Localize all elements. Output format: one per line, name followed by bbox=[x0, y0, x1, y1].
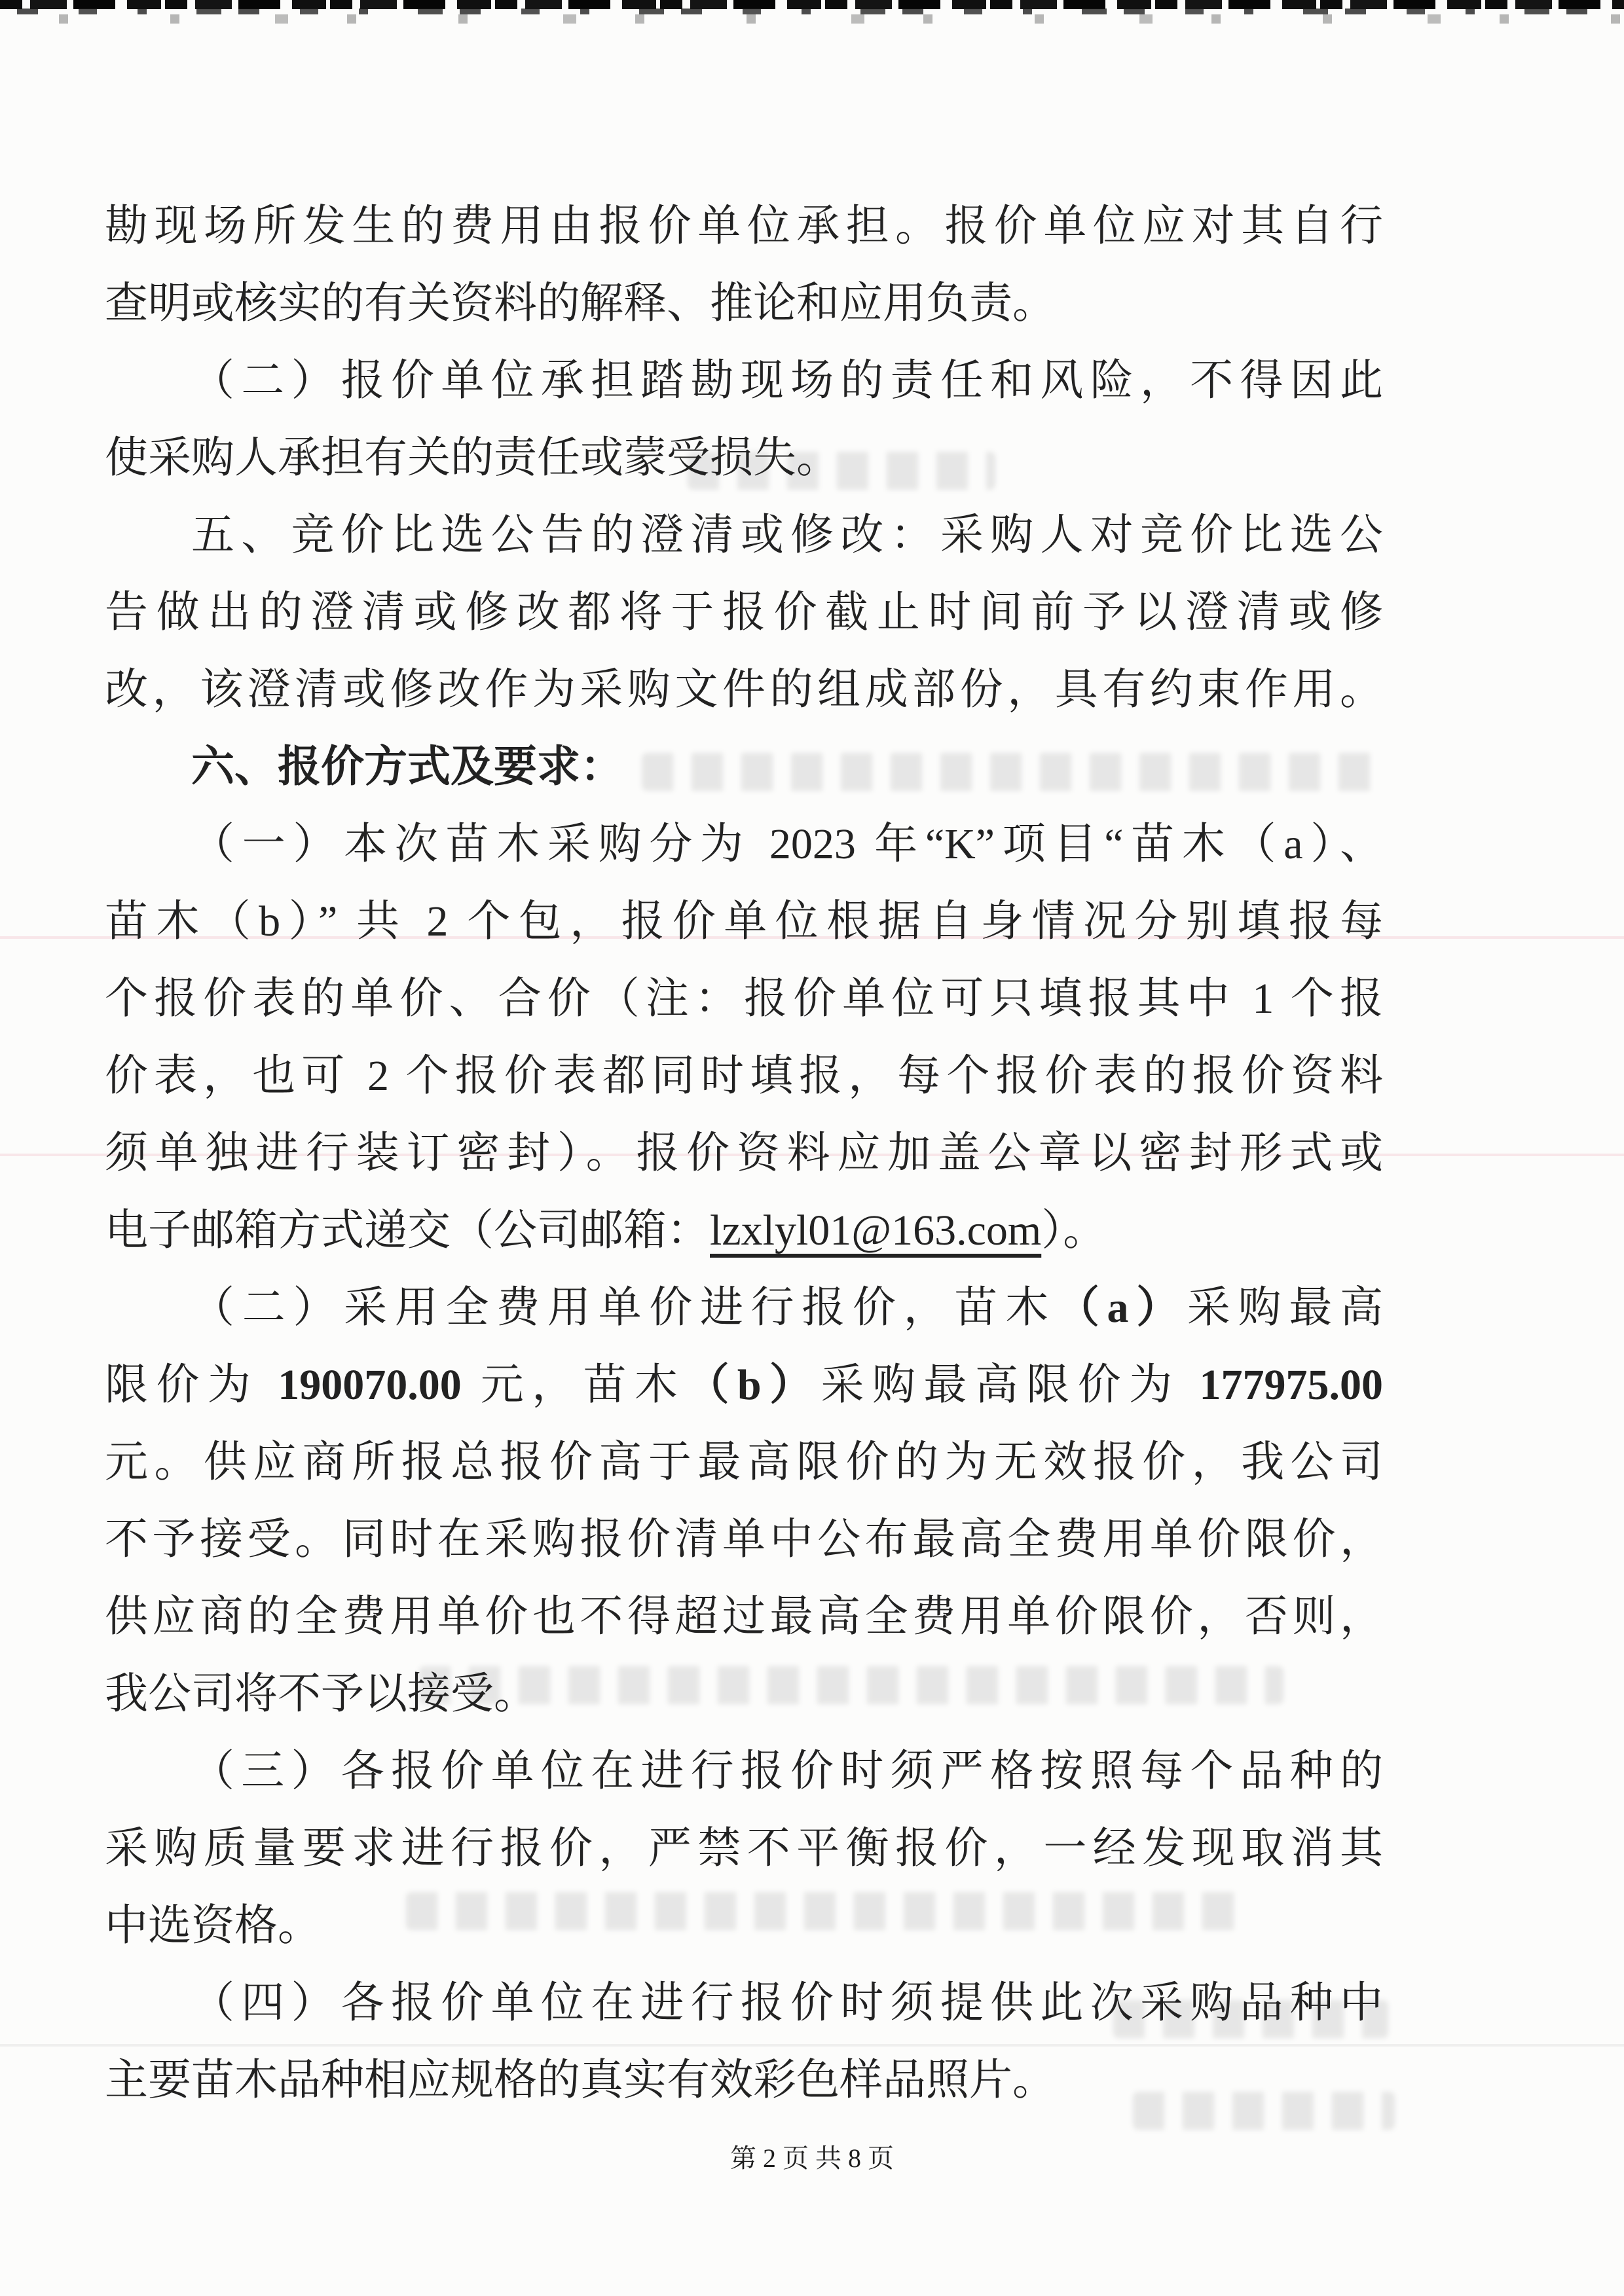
scan-artifact-top-edge-2 bbox=[0, 9, 1624, 14]
max-price-b: 177975.00 bbox=[1199, 1361, 1384, 1409]
doc-line-23: 中选资格。 bbox=[105, 1902, 321, 1950]
page-number: 第 2 页 共 8 页 bbox=[730, 2143, 894, 2173]
doc-line-18: 不予接受。同时在采购报价清单中公布最高全费用单价限价， bbox=[105, 1516, 1383, 1563]
document-body bbox=[105, 188, 1383, 2119]
doc-line-4: 使采购人承担有关的责任或蒙受损失。 bbox=[105, 434, 840, 482]
doc-line-19: 供应商的全费用单价也不得超过最高全费用单价限价，否则， bbox=[105, 1593, 1383, 1641]
price-line-2 bbox=[105, 1347, 1383, 1424]
max-price-a: 190070.00 bbox=[278, 1361, 462, 1409]
price-line-2-p1: 限价为 bbox=[105, 1361, 278, 1409]
scan-artifact-top-edge-3 bbox=[0, 14, 1624, 24]
doc-line-24: （四）各报价单位在进行报价时须提供此次采购品种中 bbox=[191, 1979, 1383, 2027]
doc-line-21: （三）各报价单位在进行报价时须严格按照每个品种的 bbox=[191, 1747, 1383, 1795]
doc-line-17: 元。供应商所报总报价高于最高限价的为无效报价，我公司 bbox=[105, 1438, 1383, 1486]
doc-line-11: 个报价表的单价、合价（注：报价单位可只填报其中 1 个报 bbox=[105, 975, 1383, 1023]
doc-line-22: 采购质量要求进行报价，严禁不平衡报价，一经发现取消其 bbox=[105, 1825, 1383, 1872]
section-heading-6: 六、报价方式及要求： bbox=[191, 743, 623, 791]
doc-line-1: 勘现场所发生的费用由报价单位承担。报价单位应对其自行 bbox=[105, 202, 1383, 250]
price-line-1-suffix: 采购最高 bbox=[1187, 1284, 1384, 1332]
doc-line-9: （一）本次苗木采购分为 2023 年“K”项目“苗木（a）、 bbox=[191, 820, 1383, 868]
doc-line-12: 价表，也可 2 个报价表都同时填报，每个报价表的报价资料 bbox=[105, 1052, 1383, 1100]
doc-line-6: 告做出的澄清或修改都将于报价截止时间前予以澄清或修 bbox=[105, 589, 1383, 636]
price-line-1-prefix: （二）采用全费用单价进行报价，苗木 bbox=[191, 1284, 1056, 1332]
email-line-prefix: 电子邮箱方式递交（公司邮箱： bbox=[105, 1207, 710, 1254]
doc-line-25: 主要苗木品种相应规格的真实有效彩色样品照片。 bbox=[105, 2056, 1056, 2104]
package-a-label: （a） bbox=[1056, 1284, 1187, 1332]
price-line-1 bbox=[105, 1269, 1383, 1347]
package-b-label: （b） bbox=[686, 1361, 821, 1409]
doc-line-10: 苗木（b）” 共 2 个包，报价单位根据自身情况分别填报每 bbox=[105, 898, 1383, 945]
price-line-2-p3: 采购最高限价为 bbox=[821, 1361, 1200, 1409]
doc-line-3: （二）报价单位承担踏勘现场的责任和风险，不得因此 bbox=[191, 357, 1383, 405]
scan-artifact-top-edge bbox=[0, 0, 1624, 9]
email-line bbox=[105, 1192, 1383, 1269]
doc-line-2: 查明或核实的有关资料的解释、推论和应用负责。 bbox=[105, 280, 1056, 327]
doc-line-20: 我公司将不予以接受。 bbox=[105, 1670, 537, 1718]
company-email: lzxlyl01@163.com bbox=[710, 1207, 1042, 1254]
doc-line-7: 改，该澄清或修改作为采购文件的组成部份，具有约束作用。 bbox=[105, 666, 1383, 714]
doc-line-5: 五、竞价比选公告的澄清或修改：采购人对竞价比选公 bbox=[191, 511, 1383, 559]
email-line-suffix: ）。 bbox=[1041, 1207, 1107, 1254]
price-line-2-p2: 元，苗木 bbox=[461, 1361, 686, 1409]
doc-line-13: 须单独进行装订密封）。报价资料应加盖公章以密封形式或 bbox=[105, 1129, 1383, 1177]
